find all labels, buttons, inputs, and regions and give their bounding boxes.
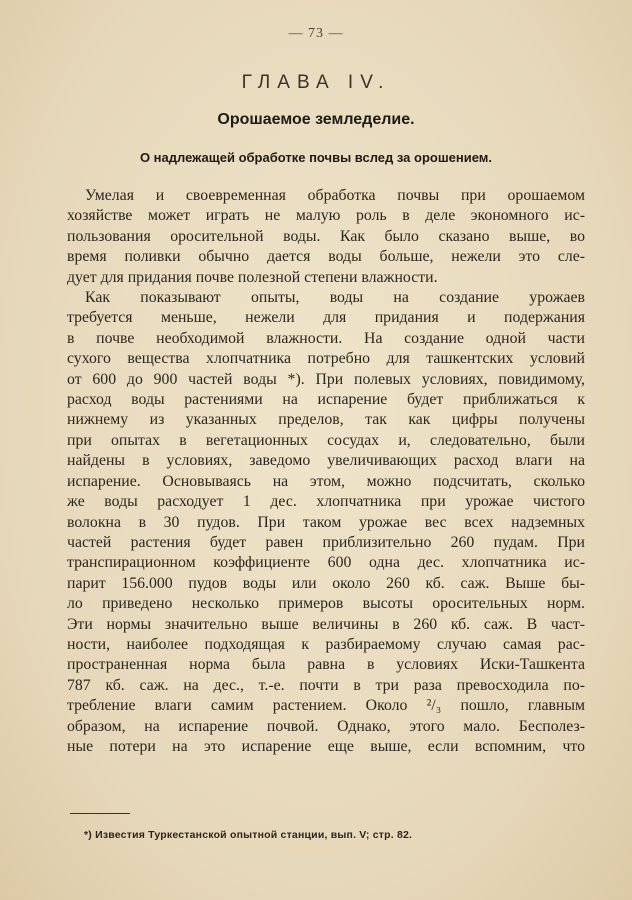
footnote-divider — [70, 813, 130, 814]
body-line: транспирационном коэффициенте 600 одна дес. хлопчатника ис- — [67, 554, 585, 572]
footnote: *) Известия Туркестанской опытной станции, вып. V; стр. 82. — [84, 829, 413, 841]
body-line: ло приведено несколько примеров высоты оросительных норм. — [67, 595, 585, 613]
body-line: в почве необходимой влажности. На создание одной части — [67, 329, 585, 347]
body-line: от 600 до 900 частей воды *). При полевых условиях, повидимому, — [67, 370, 585, 388]
body-line: же воды расходует 1 дес. хлопчатника при урожае чистого — [67, 493, 585, 511]
chapter-title: Орошаемое земледелие. — [217, 111, 415, 128]
body-line: Как показывают опыты, воды на создание урожаев — [85, 289, 585, 307]
body-line: Умелая и своевременная обработка почвы при орошаемом — [85, 187, 585, 204]
body-line: ные потери на это испарение еще выше, если вспомним, что — [67, 737, 585, 755]
body-line: расход воды растениями на испарение будет приближаться к — [67, 391, 585, 409]
body-line: образом, на испарение почвой. Однако, этого мало. Бесполез- — [67, 717, 585, 735]
body-line: парит 156.000 пудов воды или около 260 кб. саж. Выше бы- — [67, 574, 585, 592]
body-line: испарение. Основываясь на этом, можно подсчитать, сколько — [67, 472, 585, 490]
body-line: нижнему из указанных пределов, так как цифры получены — [67, 411, 585, 429]
chapter-heading: ГЛАВА IV. — [241, 72, 391, 93]
body-line: хозяйстве может играть не малую роль в деле экономного ис- — [67, 207, 585, 225]
body-text — [67, 186, 585, 757]
body-line: волокна в 30 пудов. При таком урожае вес всех надземных — [67, 513, 585, 531]
body-line: 787 кб. саж. на дес., т.-е. почти в три раза превосходила по- — [67, 676, 585, 694]
body-line: при опытах в вегетационных сосудах и, следовательно, были — [67, 431, 585, 449]
body-line: найдены в условиях, заведомо увеличивающих расход влаги на — [67, 452, 585, 470]
body-line: требление влаги самим растением. Около ²/₃ пошло, главным — [67, 697, 585, 715]
section-title: О надлежащей обработке почвы вслед за орошением. — [139, 150, 493, 165]
body-line: дует для придания почве полезной степени влажности. — [67, 268, 438, 286]
body-line: требуется меньше, нежели для придания и подержания — [67, 309, 585, 327]
page-number: — 73 — — [288, 26, 344, 41]
body-line: пространенная норма была равна в условиях Иски-Ташкента — [67, 656, 585, 674]
body-line: Эти нормы значительно выше величины в 260 кб. саж. В част- — [67, 615, 585, 633]
body-line: время поливки обычно дается воды больше, нежели это сле- — [67, 248, 585, 266]
body-line: ности, наиболее подходящая к разбираемому случаю самая рас- — [67, 635, 585, 653]
body-line: сухого вещества хлопчатника потребно для ташкентских условий — [67, 350, 585, 368]
body-line: пользования оросительной воды. Как было сказано выше, во — [67, 227, 585, 245]
body-line: частей растения будет равен приблизительно 260 пудам. При — [67, 533, 585, 551]
